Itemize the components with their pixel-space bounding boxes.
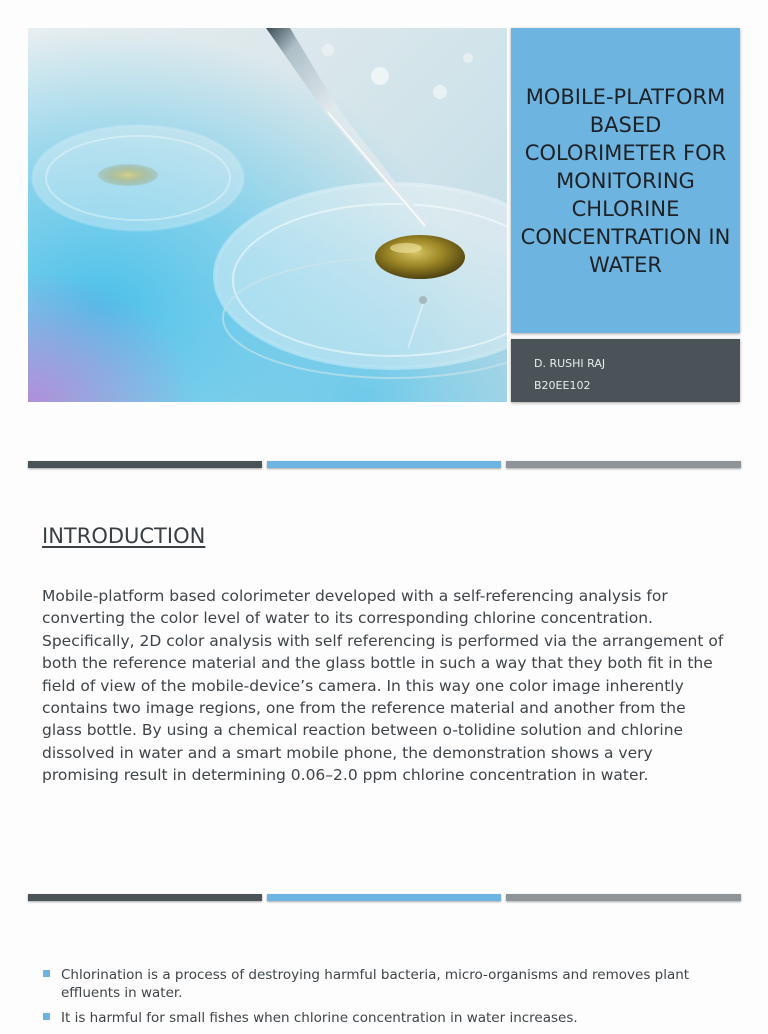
introduction-heading: INTRODUCTION (42, 524, 206, 548)
square-bullet-icon (43, 1013, 50, 1020)
slide-divider (28, 894, 741, 901)
hero-image-pipette-petri-dish (28, 28, 507, 402)
list-item (42, 966, 732, 1002)
author-roll-number: B20EE102 (534, 379, 591, 392)
list-item (42, 1009, 732, 1027)
author-name: D. RUSHI RAJ (534, 357, 606, 370)
slide-divider (28, 461, 741, 468)
presentation-title: MOBILE-PLATFORM BASED COLORIMETER FOR MONITORING CHLORINE CONCENTRATION IN WATER (520, 84, 731, 277)
divider-segment-dark (28, 894, 262, 901)
introduction-paragraph: Mobile-platform based colorimeter developed with a self-referencing analysis for converting the color level of water to its corresponding chlorine concentration. Specifically, 2D color analysis with self referencing is performed via the arrangement of both the reference material and the glass bottle in such a way that they both fit in the field of view of the mobile-device’s camera. In this way one color image inherently contains two image regions, one from the reference material and another from the glass bottle. By using a chemical reaction between o-tolidine solution and chlorine dissolved in water and a smart mobile phone, the demonstration shows a very promising result in determining 0.06–2.0 ppm chlorine concentration in water. (42, 587, 724, 785)
divider-segment-blue (267, 894, 501, 901)
divider-segment-blue (267, 461, 501, 468)
divider-segment-dark (28, 461, 262, 468)
square-bullet-icon (43, 970, 50, 977)
author-panel (511, 339, 740, 402)
divider-segment-gray (506, 894, 741, 901)
list-item-text: Chlorination is a process of destroying harmful bacteria, micro-organisms and removes plant effluents in water. (61, 967, 690, 1001)
list-item-text: It is harmful for small fishes when chlorine concentration in water increases. (61, 1010, 578, 1026)
divider-segment-gray (506, 461, 741, 468)
title-panel (511, 28, 740, 333)
